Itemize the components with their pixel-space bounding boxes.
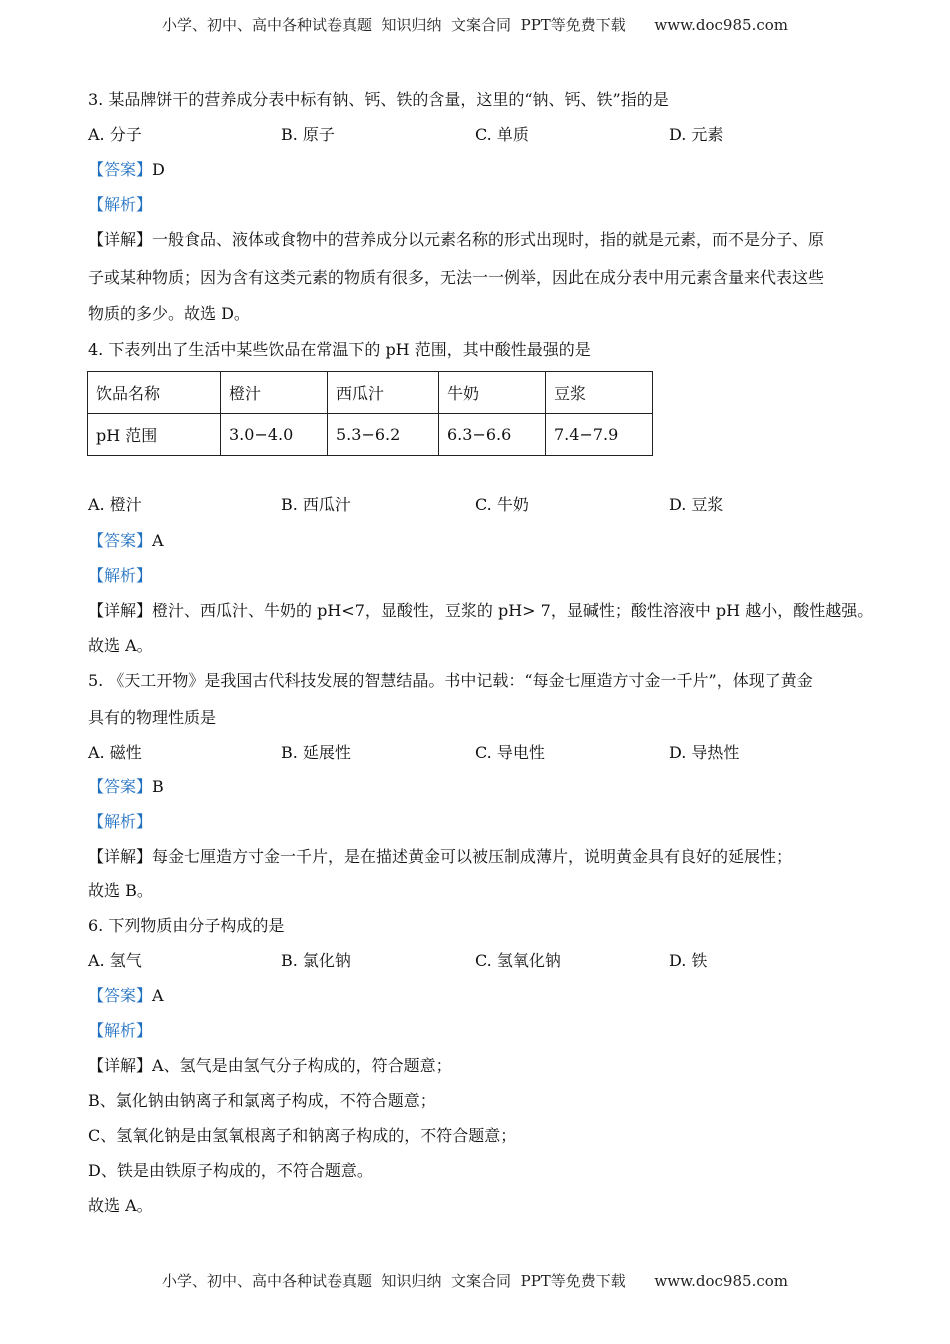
q4-option-b: B. 西瓜汁 xyxy=(281,495,351,514)
table-cell: 饮品名称 xyxy=(88,372,221,414)
q6-detail-line: 【详解】A、氢气是由氢气分子构成的，符合题意； xyxy=(88,1056,452,1075)
table-cell: 7.4−7.9 xyxy=(546,414,653,456)
q4-detail-line: 故选 A。 xyxy=(88,636,153,655)
q4-answer-value: A xyxy=(152,531,164,550)
q5-detail-line: 【详解】每金七厘造方寸金一千片，是在描述黄金可以被压制成薄片，说明黄金具有良好的延展性； xyxy=(88,847,793,866)
page-header: 小学、初中、高中各种试卷真题 知识归纳 文案合同 PPT等免费下载 www.doc985.com xyxy=(161,16,788,34)
q5-analysis-tag: 【解析】 xyxy=(88,812,153,831)
q3-detail-line: 子或某种物质；因为含有这类元素的物质有很多，无法一一例举，因此在成分表中用元素含量来代表这些 xyxy=(88,268,825,287)
q4-option-a: A. 橙汁 xyxy=(88,495,142,514)
q6-option-b: B. 氯化钠 xyxy=(281,951,351,970)
q3-detail-line: 【详解】一般食品、液体或食物中的营养成分以元素名称的形式出现时，指的就是元素，而不是分子、原 xyxy=(88,230,825,249)
table-cell: 牛奶 xyxy=(439,372,546,414)
q5-option-c: C. 导电性 xyxy=(475,743,545,762)
q6-option-a: A. 氢气 xyxy=(88,951,142,970)
q4-detail-line: 【详解】橙汁、西瓜汁、牛奶的 pH<7，显酸性，豆浆的 pH> 7，显碱性；酸性溶液中 pH 越小，酸性越强。 xyxy=(88,601,874,620)
q5-option-d: D. 导热性 xyxy=(669,743,740,762)
q6-detail-line: D、铁是由铁原子构成的，不符合题意。 xyxy=(88,1161,373,1180)
q3-answer-value: D xyxy=(152,160,165,179)
q3-stem: 3. 某品牌饼干的营养成分表中标有钠、钙、铁的含量，这里的“钠、钙、铁”指的是 xyxy=(88,90,669,109)
table-cell: 6.3−6.6 xyxy=(439,414,546,456)
ph-table xyxy=(87,371,653,456)
q6-answer-value: A xyxy=(152,986,164,1005)
table-cell: 5.3−6.2 xyxy=(328,414,439,456)
table-cell: pH 范围 xyxy=(88,414,221,456)
q3-option-c: C. 单质 xyxy=(475,125,529,144)
table-row xyxy=(88,372,653,414)
q3-analysis-tag: 【解析】 xyxy=(88,195,153,214)
q3-option-a: A. 分子 xyxy=(88,125,142,144)
q6-option-d: D. 铁 xyxy=(669,951,708,970)
q6-detail-line: B、氯化钠由钠离子和氯离子构成，不符合题意； xyxy=(88,1091,436,1110)
page-footer: 小学、初中、高中各种试卷真题 知识归纳 文案合同 PPT等免费下载 www.doc985.com xyxy=(161,1272,788,1290)
q6-detail-line: C、氢氧化钠是由氢氧根离子和钠离子构成的，不符合题意； xyxy=(88,1126,517,1145)
table-cell: 橙汁 xyxy=(221,372,328,414)
q5-detail-line: 故选 B。 xyxy=(88,881,153,900)
q3-answer xyxy=(88,159,165,181)
q5-answer-value: B xyxy=(152,777,164,796)
table-cell: 豆浆 xyxy=(546,372,653,414)
q5-option-a: A. 磁性 xyxy=(88,743,142,762)
q6-detail-line: 故选 A。 xyxy=(88,1196,153,1215)
q6-answer: 【答案】A xyxy=(88,986,164,1005)
q4-option-c: C. 牛奶 xyxy=(475,495,529,514)
q5-stem: 5. 《天工开物》是我国古代科技发展的智慧结晶。书中记载：“每金七厘造方寸金一千片”，体现了黄金 xyxy=(88,671,813,690)
q5-stem: 具有的物理性质是 xyxy=(88,708,217,727)
q5-answer: 【答案】B xyxy=(88,777,164,796)
q6-analysis-tag: 【解析】 xyxy=(88,1021,153,1040)
q6-option-c: C. 氢氧化钠 xyxy=(475,951,561,970)
q4-stem: 4. 下表列出了生活中某些饮品在常温下的 pH 范围，其中酸性最强的是 xyxy=(88,340,591,359)
q4-option-d: D. 豆浆 xyxy=(669,495,724,514)
q6-stem: 6. 下列物质由分子构成的是 xyxy=(88,916,285,935)
q3-option-d: D. 元素 xyxy=(669,125,724,144)
answer-tag: 【答案】 xyxy=(88,160,153,179)
q3-detail-line: 物质的多少。故选 D。 xyxy=(88,304,250,323)
q4-answer: 【答案】A xyxy=(88,531,164,550)
table-row xyxy=(88,414,653,456)
table-cell: 西瓜汁 xyxy=(328,372,439,414)
q3-option-b: B. 原子 xyxy=(281,125,335,144)
detail-tag: 【详解】 xyxy=(88,230,153,249)
q4-analysis-tag: 【解析】 xyxy=(88,566,153,585)
table-cell: 3.0−4.0 xyxy=(221,414,328,456)
q5-option-b: B. 延展性 xyxy=(281,743,351,762)
